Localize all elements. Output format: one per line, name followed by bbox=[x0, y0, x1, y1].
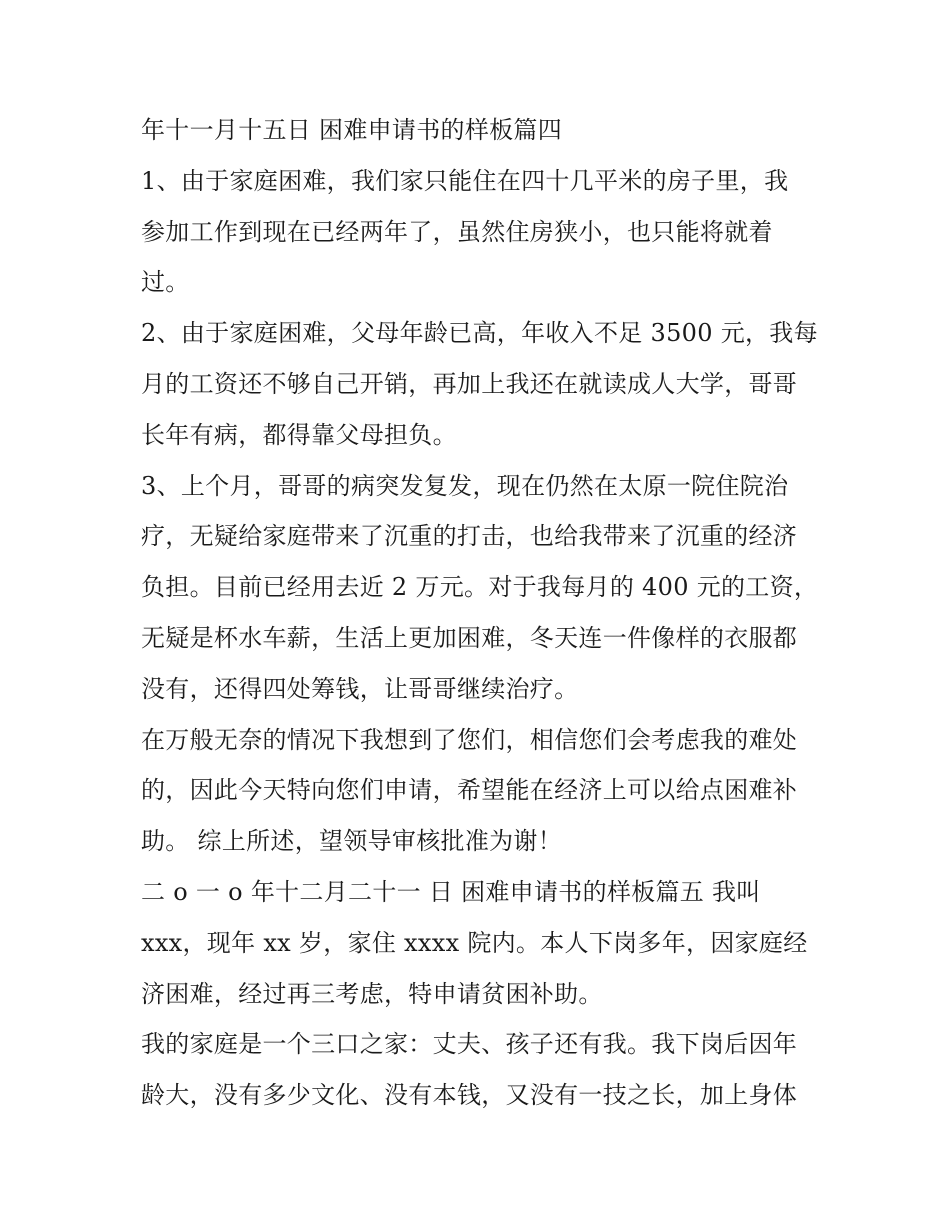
text-line: 无疑是杯水车薪，生活上更加困难，冬天连一件像样的衣服都 bbox=[141, 623, 798, 652]
text-line: 长年有病，都得靠父母担负。 bbox=[141, 420, 457, 449]
text-line: 二 o 一 o 年十二月二十一 日 困难申请书的样板篇五 我叫 bbox=[141, 877, 761, 906]
text-line: 疗，无疑给家庭带来了沉重的打击，也给我带来了沉重的经济 bbox=[141, 522, 798, 551]
text-line: 我的家庭是一个三口之家：丈夫、孩子还有我。我下岗后因年 bbox=[141, 1030, 798, 1059]
text-line: 过。 bbox=[141, 268, 190, 297]
text-line: 没有，还得四处筹钱，让哥哥继续治疗。 bbox=[141, 674, 579, 703]
text-line: xxx，现年 xx 岁，家住 xxxx 院内。本人下岗多年，因家庭经 bbox=[141, 928, 808, 957]
text-line: 助。 综上所述，望领导审核批准为谢！ bbox=[141, 827, 563, 856]
text-line: 月的工资还不够自己开销，再加上我还在就读成人大学，哥哥 bbox=[141, 369, 798, 398]
text-line: 年十一月十五日 困难申请书的样板篇四 bbox=[141, 116, 563, 144]
text-line: 参加工作到现在已经两年了，虽然住房狭小，也只能将就着 bbox=[141, 217, 773, 246]
text-line: 的，因此今天特向您们申请，希望能在经济上可以给点困难补 bbox=[141, 776, 798, 805]
text-line: 2、由于家庭困难，父母年龄已高，年收入不足 3500 元，我每 bbox=[141, 319, 818, 348]
text-line: 1、由于家庭困难，我们家只能住在四十几平米的房子里，我 bbox=[141, 166, 789, 195]
document-body bbox=[141, 107, 821, 1123]
text-line: 在万般无奈的情况下我想到了您们，相信您们会考虑我的难处 bbox=[141, 725, 798, 754]
text-line: 龄大，没有多少文化、没有本钱，又没有一技之长，加上身体 bbox=[141, 1081, 798, 1110]
text-line: 济困难，经过再三考虑，特申请贫困补助。 bbox=[141, 979, 603, 1008]
text-line: 3、上个月，哥哥的病突发复发，现在仍然在太原一院住院治 bbox=[141, 471, 789, 500]
text-line: 负担。目前已经用去近 2 万元。对于我每月的 400 元的工资， bbox=[141, 573, 819, 602]
